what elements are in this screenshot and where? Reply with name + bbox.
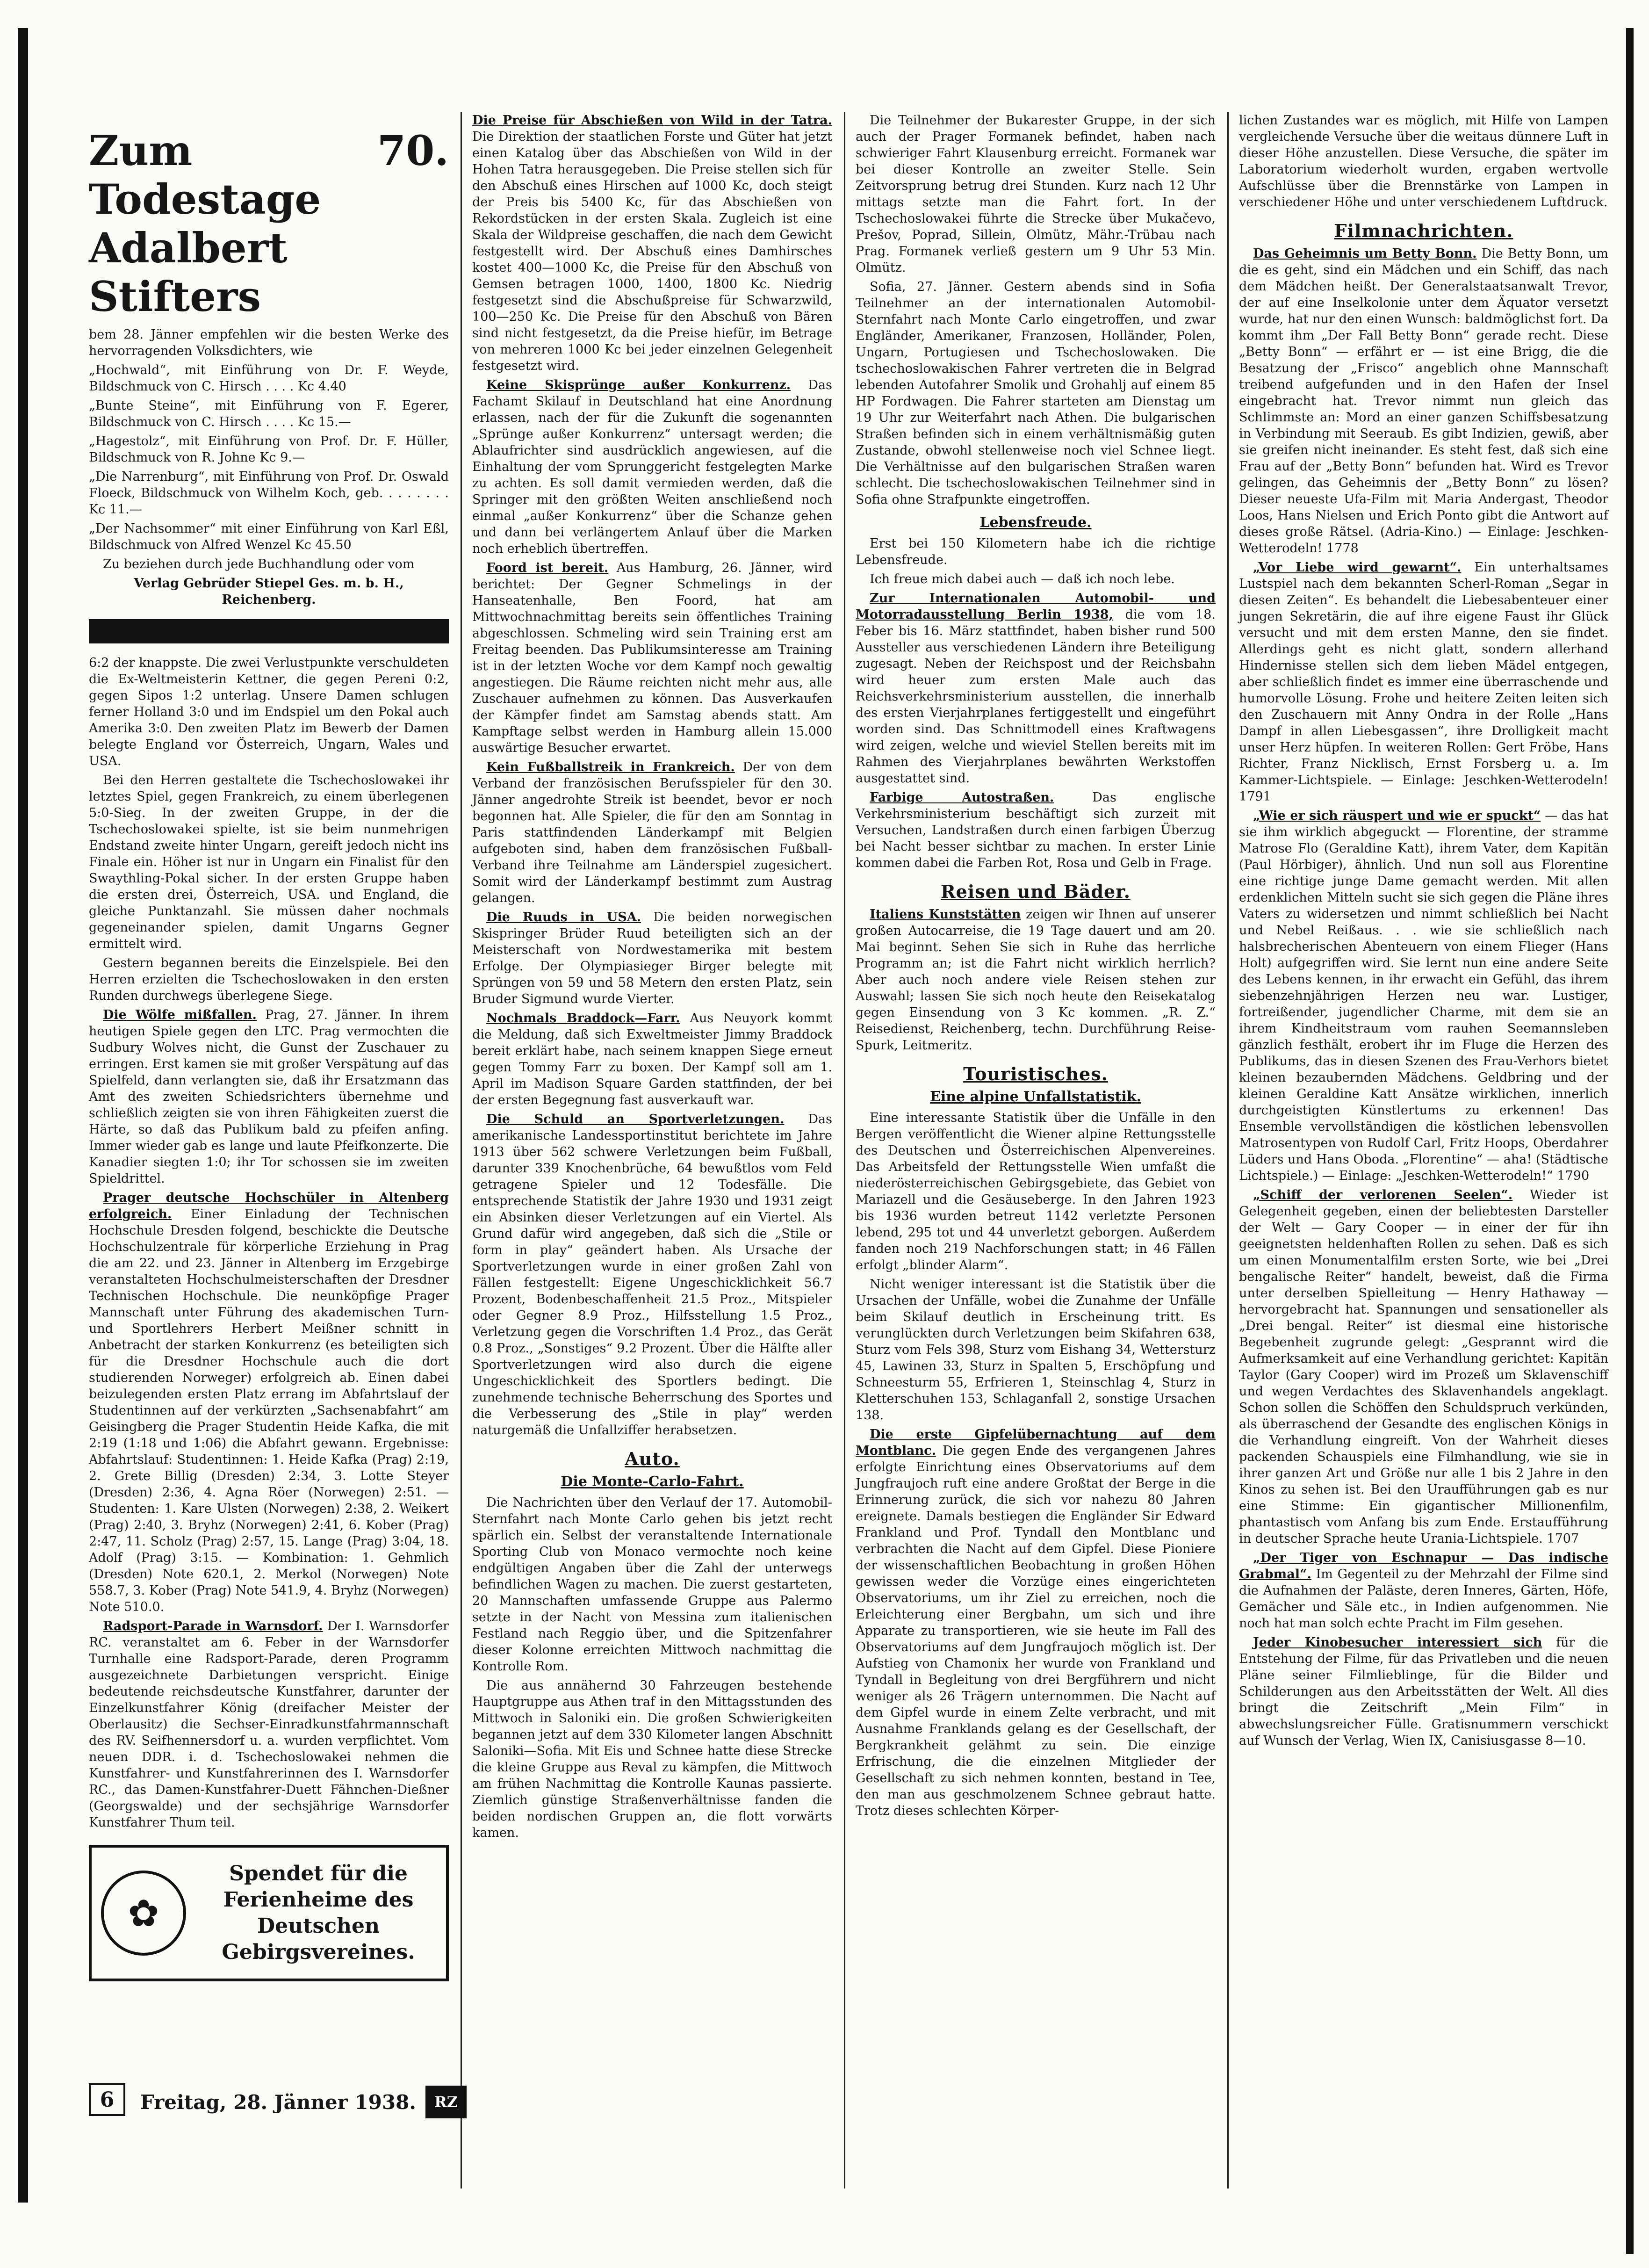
left-border <box>18 28 28 2203</box>
book-item: „Die Narrenburg“, mit Einführung von Prof. Dr. Oswald Floeck, Bildschmuck von Wilhelm Koch, geb. . . . . . . . Kc 11.— <box>89 469 449 517</box>
article-heading: „Der Tiger von Eschnapur — Das indische Grabmal“. <box>1239 1551 1608 1582</box>
newspaper-logo: RZ <box>425 2086 467 2118</box>
book-item: „Hochwald“, mit Einführung von Dr. F. Weyde, Bildschmuck von C. Hirsch . . . . Kc 4.40 <box>89 363 449 394</box>
subsection-heading: Eine alpine Unfallstatistik. <box>929 1089 1142 1105</box>
article-text: Aus Neuyork kommt die Meldung, daß sich Exweltmeister Jimmy Braddock bereit erklärt habe, nach seinem knappen Siege erneut gegen Tommy Farr zu boxen. Der Kampf soll am 1. April im Madison Square Garden stattfinden, der bei der ersten Begegnung fast ausverkauft war. <box>472 1011 832 1107</box>
article-text: Das englische Verkehrsministerium beschäftigt sich zurzeit mit Versuchen, Landstraßen durch einen farbigen Überzug bei Nacht besser sichtbar zu machen. In erster Linie kommen dabei die Farben Rot, Rosa und Gelb in Frage. <box>856 790 1216 870</box>
article-heading: Kein Fußballstreik in Frankreich. <box>486 760 735 774</box>
article-heading: Radsport-Parade in Warnsdorf. <box>103 1619 323 1633</box>
article-heading: Die Schuld an Sportverletzungen. <box>486 1112 785 1127</box>
article-heading: Foord ist bereit. <box>486 561 609 575</box>
article-text: 6:2 der knappste. Die zwei Verlustpunkte verschuldeten die Ex-Weltmeisterin Kettner, die gegen Pereni 0:2, gegen Sipos 1:2 unterlag. Unsere Damen schlugen ferner Holland 3:0 und im Endspiel um den Pokal auch Amerika 3:0. Den zweiten Platz im Bewerb der Damen belegte England vor Österreich, Ungarn, Wales und USA. <box>89 656 449 768</box>
article-text: Die gegen Ende des vergangenen Jahres erfolgte Einrichtung eines Observatoriums auf dem Jungfraujoch ruft eine andere Großtat der Berge in die Erinnerung zurück, die sich vor nahezu 80 Jahren ereignete. Damals bestiegen die Engländer Sir Edward Frankland und Prof. Tyndall den Montblanc und verbrachten die Nacht auf dem Gipfel. Diese Pioniere der wissenschaftlichen Beobachtung in großen Höhen gewissen weder die Vorzüge eines eingerichteten Observatoriums, um ihr Ziel zu erreichen, noch die Erleichterung einer Bergbahn, um sich und ihre Apparate zu transportieren, wie sie heute im Fall des Observatoriums auf dem Jungfraujoch möglich ist. Der Aufstieg von Chamonix her wurde von Frankland und Tyndall in Begleitung von drei Bergführern und nicht weniger als 26 Trägern unternommen. Die Nacht auf dem Gipfel wurde in einem Zelte verbracht, und mit Ausnahme Franklands gelang es der Gesellschaft, der Bergkrankheit gelähmt zu sein. Die einzige Erfrischung, die die einzelnen Mitglieder der Gesellschaft zu sich nehmen konnten, bestand in Tee, den man aus geschmolzenem Schnee gebraut hatte. Trotz dieses schlechten Körper- <box>856 1444 1216 1818</box>
article-text: Einer Einladung der Technischen Hochschule Dresden folgend, beschickte die Deutsche Hochschulzentrale für körperliche Erziehung in Prag die am 22. und 23. Jänner in Altenberg im Erzgebirge veranstalteten Hochschulmeisterschaften der Dresdner Technischen Hochschule. Die neunköpfige Prager Mannschaft unter Führung des akademischen Turn- und Sportlehrers Herbert Meißner schnitt in Anbetracht der starken Konkurrenz (es beteiligten sich für die Dresdner Hochschule auch die dort studierenden Norweger) erfolgreich ab. Einen dabei beizulegenden ersten Platz errang im Abfahrtslauf der Studentinnen auf der verkürzten „Sachsenabfahrt“ am Geisingberg die Prager Studentin Heide Kafka, die mit 2:19 (1:18 und 1:06) die Abfahrt gewann. Ergebnisse: Abfahrtslauf: Studentinnen: 1. Heide Kafka (Prag) 2:19, 2. Grete Billig (Dresden) 2:34, 3. Lotte Steyer (Dresden) 2:36, 4. Agna Röer (Norwegen) 2:51. — Studenten: 1. Kare Ulsten (Norwegen) 2:38, 2. Weikert (Prag) 2:40, 3. Bryhz (Norwegen) 2:41, 6. Kober (Prag) 2:47, 11. Scholz (Prag) 2:57, 15. Lange (Prag) 3:04, 18. Adolf (Prag) 3:15. — Kombination: 1. Gehmlich (Dresden) Note 620.1, 2. Merkol (Norwegen) Note 558.7, 3. Kober (Prag) Note 541.9, 4. Bryhz (Norwegen) Note 510.0. <box>89 1207 449 1614</box>
article-text: Gestern begannen bereits die Einzelspiele. Bei den Herren erzielten die Tschechoslowaken in den ersten Runden durchwegs überlegene Siege. <box>89 956 449 1003</box>
ad-text: Spendet für die Ferienheime des Deutschen Gebirgsvereines. <box>222 1862 415 1964</box>
book-item: „Hagestolz“, mit Einführung von Prof. Dr. F. Hüller, Bildschmuck von R. Johne Kc 9.— <box>89 434 449 465</box>
right-border <box>1626 28 1634 2254</box>
book-item: „Der Nachsommer“ mit einer Einführung von Karl Eßl, Bildschmuck von Alfred Wenzel Kc 45.50 <box>89 521 449 552</box>
article-heading: Das Geheimnis um Betty Bonn. <box>1253 246 1477 261</box>
article-text: Der I. Warnsdorfer RC. veranstaltet am 6. Feber in der Warnsdorfer Turnhalle eine Radsport-Parade, deren Programm ausgezeichnete Darbietungen verspricht. Einige bedeutende reichsdeutsche Kunstfahrer, darunter der Einzelkunstfahrer König (dreifacher Meister der Oberlausitz) die Sechser-Einradkunstfahrmannschaft des RV. Seifhennersdorf u. a. wurden verpflichtet. Vom neuen DDR. i. d. Tschechoslowakei nehmen die Kunstfahrer- und Kunstfahrerinnen des I. Warnsdorfer RC., das Damen-Kunstfahrer-Duett Fähnchen-Dießner (Georgswalde) und der sechsjährige Warnsdorfer Kunstfahrer Thum teil. <box>89 1619 449 1830</box>
column-1 <box>89 112 449 1981</box>
article-text: zeigen wir Ihnen auf unserer großen Autocarreise, die 19 Tage dauert und am 20. Mai beginnt. Sehen Sie sich in Ruhe das herrliche Programm an; ist die Fahrt nicht wirklich herrlich? Aber auch noch andere viele Reisen stehen zur Auswahl; lassen Sie sich noch heute den Reisekatalog gegen Einsendung von 3 Kc kommen. „R. Z.“ Reisedienst, Reichenberg, techn. Durchführung Reise-Spurk, Leitmeritz. <box>856 907 1216 1053</box>
article-text: Das Fachamt Skilauf in Deutschland hat eine Anordnung erlassen, nach der für die Zukunft die sogenannten „Sprünge außer Konkurrenz“ untersagt werden; die Ablaufrichter sind ausdrücklich angewiesen, auf die Einhaltung der vom Sprunggericht festgelegten Marke zu achten. Es soll damit vermieden werden, daß die Springer mit den größten Weiten anschließend noch einmal „außer Konkurrenz“ über die Schanze gehen und dann bei verlängertem Anlauf über die Marken noch erheblich übertreffen. <box>472 378 832 556</box>
article-heading: Die Wölfe mißfallen. <box>103 1008 257 1022</box>
article-heading: Keine Skisprünge außer Konkurrenz. <box>486 378 791 392</box>
article-text: Prag, 27. Jänner. In ihrem heutigen Spiele gegen den LTC. Prag vermochten die Sudbury Wolves nicht, die Gunst der Zuschauer zu erringen. Erst kamen sie mit großer Verspätung auf das Spielfeld, dann verlangten sie, daß ihr Ersatzmann das Amt des zweiten Schiedsrichters übernehme und schließlich zeigten sie von ihren Fähigkeiten zuerst die Härte, so daß das Publikum bald zu pfeifen anfing. Immer wieder gab es lange und laute Pfeifkonzerte. Die Kanadier siegten 1:0; ihr Tor schossen sie im zweiten Spieldrittel. <box>89 1008 449 1186</box>
page-number: 6 <box>89 2083 125 2116</box>
article-text: Die Direktion der staatlichen Forste und Güter hat jetzt einen Katalog über das Abschießen von Wild in der Hohen Tatra herausgegeben. Die Preise stellen sich für den Abschuß eines Hirschen auf 1000 Kc, doch steigt der Preis bis 5400 Kc, für das Abschießen von Rekordstücken in der ersten Skala. Zugleich ist eine Skala der Wildpreise geschaffen, die nach dem Gewicht festgestellt wird. Der Abschuß eines Damhirsches kostet 400—1000 Kc, die Preise für den Abschuß von Gemsen betragen 1000, 1400, 1800 Kc. Niedrig festgesetzt sind die Abschußpreise für Schwarzwild, 100—250 Kc. Die Preise für den Abschuß von Bären sind nicht festgesetzt, da die Preise hiefür, im Betrage von mehreren 1000 Kc bei jeder einzelnen Gelegenheit festgesetzt wird. <box>472 130 832 373</box>
ferienheime-ad <box>89 1845 449 1981</box>
article-text: Das amerikanische Landessportinstitut berichtete im Jahre 1913 über 562 schwere Verletzungen beim Fußball, darunter 339 Knochenbrüche, 64 bewußtlos vom Feld getragene Spieler und 12 Todesfälle. Die entsprechende Statistik der Jahre 1930 und 1931 zeigt ein Absinken dieser Verletzungen auf ein Viertel. Als Grund dafür wird angegeben, daß sich die „Stile or form in play“ geändert haben. Als Ursache der Sportverletzungen wurde in einer großen Zahl von Fällen festgestellt: Eigene Ungeschicklichkeit 56.7 Prozent, Bodenbeschaffenheit 21.5 Proz., Mitspieler oder Gegner 8.9 Proz., Hilfsstellung 1.5 Proz., Verletzung gegen die Vorschriften 1.4 Proz., das Gerät 0.8 Proz., „Sonstiges“ 9.2 Prozent. Über die Hälfte aller Sportverletzungen wird also durch die eigene Ungeschicklichkeit des Sportlers bedingt. Die zunehmende technische Beherrschung des Sportes und die Verbesserung des „Stile in play“ werden naturgemäß die Unfallziffer herabsetzen. <box>472 1112 832 1437</box>
stifter-headline: Zum 70. Todestage Adalbert Stifters <box>89 126 449 321</box>
article-text: Eine interessante Statistik über die Unfälle in den Bergen veröffentlicht die Wiener alpine Rettungsstelle des Deutschen und Österreichischen Alpenvereines. Das Arbeitsfeld der Rettungsstelle Wien umfaßt die niederösterreichischen Gebirgsgebiete, das Gebiet von Mariazell und die Gesäuseberge. In den Jahren 1923 bis 1936 wurden betreut 1142 verletzte Personen lebend, 295 tot und 44 unverletzt geborgen. Außerdem fanden noch 219 Nachforschungen statt; in 46 Fällen erfolgt „blinder Alarm“. <box>856 1111 1216 1272</box>
article-heading: Die Ruuds in USA. <box>486 910 641 925</box>
article-text: Die Nachrichten über den Verlauf der 17. Automobil-Sternfahrt nach Monte Carlo gehen bis jetzt recht spärlich ein. Selbst der veranstaltende Internationale Sporting Club von Monaco vermochte noch keine endgültigen Angaben über die Zahl der unterwegs befindlichen Wagen zu machen. Die zuerst gestarteten, 20 Mannschaften umfassende Gruppe aus Palermo setzte in der Nacht von Messina zum italienischen Festland nach Reggio über, und die Spitzenfahrer dieser Kolonne erreichten Mittwoch nachmittag die Kontrolle Rom. <box>472 1495 832 1674</box>
article-text: Bei den Herren gestaltete die Tschechoslowakei ihr letztes Spiel, gegen Frankreich, zu einem überlegenen 5:0-Sieg. In der zweiten Gruppe, in der die Tschechoslowakei spielte, ist sie beim nunmehrigen Endstand zweite hinter Ungarn, gereift jedoch nicht ins Finale ein. Höher ist nur in Ungarn ein Finalist für den Swaythling-Pokal sicher. In der ersten Gruppe haben die ersten drei, Österreich, USA. und England, die gleiche Punktanzahl. Sie müssen daher nochmals gegeneinander spielen, damit Ungarns Gegner ermittelt wird. <box>89 773 449 951</box>
article-text: Der von dem Verband der französischen Berufsspieler für den 30. Jänner angedrohte Streik ist beendet, bevor er noch begonnen hat. Alle Spieler, die für den am Sonntag in Paris stattfindenden Länderkampf mit Belgien aufgeboten sind, haben dem französischen Fußball-Verband ihre Teilnahme am Länderspiel zugesichert. Somit wird der Länderkampf bestimmt zum Austrag gelangen. <box>472 760 832 905</box>
article-text: Die beiden norwegischen Skispringer Brüder Ruud beteiligten sich an der Meisterschaft von Nordwestamerika mit bestem Erfolge. Der Olympiasieger Birger belegte mit Sprüngen von 59 und 58 Metern den ersten Platz, sein Bruder Sigmund wurde Vierter. <box>472 910 832 1006</box>
article-heading: „Wie er sich räuspert und wie er spuckt“ <box>1253 809 1541 823</box>
article-heading: Jeder Kinobesucher interessiert sich <box>1253 1635 1542 1650</box>
article-text: Sofia, 27. Jänner. Gestern abends sind in Sofia Teilnehmer an der internationalen Automobil-Sternfahrt nach Monte Carlo eingetroffen, und zwar Engländer, Amerikaner, Franzosen, Holländer, Polen, Ungarn, Portugiesen und Tschechoslowaken. Die tschechoslowakischen Fahrer vertreten die in Belgrad lebenden Autofahrer Smolik und Grohahlj auf einem 85 HP Fordwagen. Die Fahrer starteten am Dienstag um 19 Uhr zur Weiterfahrt nach Athen. Die bulgarischen Straßen befinden sich in einem verhältnismäßig guten Zustande, obwohl stellenweise noch viel Schnee liegt. Die Verhältnisse auf den bulgarischen Straßen waren schlecht. Die tschechoslowakischen Teilnehmer sind in Sofia ohne Strafpunkte eingetroffen. <box>856 280 1216 507</box>
article-text: Wieder ist Gelegenheit gegeben, einen der beliebtesten Darsteller der Welt — Gary Cooper — in einer der für ihn geeignetsten heldenhaften Rollen zu sehen. Daß es sich um einen Monumentalfilm ersten Sorte, wie bei „Drei bengalische Reiter“ handelt, beweist, daß die Firma unter derselben Spielleitung — Henry Hathaway — hervorgebracht hat. Spannungen und sensationeller als „Drei bengal. Reiter“ ist diesmal eine historische Begebenheit zugrunde gelegt: „Gesprannt wird die Aufmerksamkeit auf eine Verhandlung gerichtet: Kapitän Taylor (Gary Cooper) wird im Prozeß um Sklavenschiff und wegen Verdachtes des Sklavenhandels angeklagt. Schon sollen die Schöffen den Schuldspruch verkünden, als überraschend der Gesandte des englischen Königs in die Verhandlung eingreift. Von der Wahrheit dieses packenden Schauspiels eine Filmhandlung, wie sie in ihrer ganzen Art und Größe nur alle 1 bis 2 Jahre in den Kinos zu sehen ist. Bei den Uraufführungen gab es nur eine Stimme: Ein gigantischer Millionenfilm, phantastisch vom Anfang bis zum Ende. Erstaufführung in deutscher Sprache heute Urania-Lichtspiele. 1707 <box>1239 1188 1608 1546</box>
article-text: Im Gegenteil zu der Mehrzahl der Filme sind die Aufnahmen der Paläste, deren Inneres, Gärten, Höfe, Gemächer und Säle etc., in Indien aufgenommen. Nie noch hat man solch echte Pracht im Film gesehen. <box>1239 1567 1608 1631</box>
subsection-heading: Lebensfreude. <box>979 514 1092 531</box>
article-text: lichen Zustandes war es möglich, mit Hilfe von Lampen vergleichende Versuche über die weitaus dünnere Luft in dieser Höhe anzustellen. Diese Versuche, die später im Laboratorium wiederholt wurden, ergaben wertvolle Aufschlüsse über die Brennstärke von Lampen in verschiedener Höhe und unter verschiedenem Luftdruck. <box>1239 113 1608 209</box>
book-item: „Bunte Steine“, mit Einführung von F. Egerer, Bildschmuck von C. Hirsch . . . . Kc 15.— <box>89 398 449 429</box>
article-text: — das hat sie ihm wirklich abgeguckt — Florentine, der stramme Matrose Flo (Geraldine Katt), ihrem Vater, dem Kapitän (Paul Hörbiger), ähnlich. Und nun soll aus Florentine eine richtige junge Dame gemacht werden. Mit allen erdenklichen Mitteln sucht sie sich gegen die Pläne ihres Vaters zu widersetzen und nimmt schließlich bei Nacht und Nebel Reißaus. . . wie sie schließlich nach halsbrecherischen Abenteuern von einem Flieger (Hans Holt) aufgegriffen wird. Sie lernt nun eine andere Seite des Lebens kennen, in ihr erwacht ein Gefühl, das ihrem siebenzehnjährigen Herzen neu war. Lustiger, fortreißender, jugendlicher Charme, mit dem sie an ihrem Kindheitstraum vom rauhen Seemannsleben gänzlich festhält, erobert ihr im Fluge die Herzen des Publikums, das in diesen Szenen des Frau-Verhors bietet kleinen bezaubernden Mädchens. Geldbring und der kleinen Geraldine Katt Ansätze wirklichen, innerlich durchgeistigten Künstlertums zu erkennen! Das Ensemble vervollständigen die köstlichen lebensvollen Matrosentypen von Rudolf Carl, Fritz Hoops, Oberdahrer Lüders und Hans Oboda. „Florentine“ — aha! (Städtische Lichtspiele.) — Einlage: „Jeschken-Wetterodeln!“ 1790 <box>1239 809 1608 1183</box>
column-rule <box>844 112 845 2189</box>
article-heading: „Vor Liebe wird gewarnt“. <box>1253 560 1462 575</box>
page-footer <box>140 2086 468 2118</box>
article-text: Die Betty Bonn, um die es geht, sind ein Mädchen und ein Schiff, das nach dem Mädchen heißt. Der Generalstaatsanwalt Trevor, der auf eine Inselkolonie unter dem Äquator versetzt wurde, hat nur den einen Wunsch: baldmöglichst fort. Da kommt ihm „Der Fall Betty Bonn“ gerade recht. Diese „Betty Bonn“ — erfährt er — ist eine Brigg, die die Besatzung der „Frisco“ angeblich ohne Mannschaft treibend aufgefunden und in den Hafen der Insel eingebracht hat. Trevor nimmt nun gleich das Schlimmste an: Mord an einer ganzen Schiffsbesatzung in Verbindung mit Seeraub. Es gibt Indizien, gewiß, aber sie greifen nicht ineinander. Es steht fest, daß sich eine Frau auf der „Betty Bonn“ befunden hat. Wird es Trevor gelingen, das Geheimnis der „Betty Bonn“ zu lösen? Dieser neueste Ufa-Film mit Maria Andergast, Theodor Loos, Hans Nielsen und Erich Ponto gibt die Antwort auf dieses große Rätsel. (Adria-Kino.) — Einlage: Jeschken-Wetterodeln! 1778 <box>1239 246 1608 556</box>
section-heading-reisen: Reisen und Bäder. <box>941 881 1131 902</box>
separator-bar <box>89 619 449 643</box>
article-text: Erst bei 150 Kilometern habe ich die richtige Lebensfreude. <box>856 536 1216 567</box>
article-text: für die Entstehung der Filme, für das Privatleben und die neuen Pläne seiner Filmlieblinge, für die Bilder und Schilderungen aus den Arbeitsstätten der Welt. All dies bringt die Zeitschrift „Mein Film“ in abwechslungsreicher Fülle. Gratisnummern verschickt auf Wunsch der Verlag, Wien IX, Canisiusgasse 8—10. <box>1239 1635 1608 1748</box>
column-rule <box>461 112 462 2189</box>
article-heading: Zur Internationalen Automobil- und Motorradausstellung Berlin 1938, <box>856 591 1216 622</box>
article-text: Die aus annähernd 30 Fahrzeugen bestehende Hauptgruppe aus Athen traf in den Mittagsstunden des Mittwoch in Saloniki ein. Die großen Schwierigkeiten begannen jetzt auf dem 330 Kilometer langen Abschnitt Saloniki—Sofia. Mit Eis und Schnee hatte diese Strecke die kleine Gruppe aus Reval zu kämpfen, die Mittwoch am frühen Nachmittag die Kontrolle Kaunas passierte. Ziemlich günstige Straßenverhältnisse fanden die beiden nordischen Gruppen an, die flott vorwärts kamen. <box>472 1678 832 1840</box>
section-heading-film: Filmnachrichten. <box>1334 220 1513 241</box>
article-text: Nicht weniger interessant ist die Statistik über die Ursachen der Unfälle, wobei die Zunahme der Unfälle beim Skilauf deutlich in Erscheinung tritt. Es verunglückten durch Verletzungen beim Skifahren 638, Sturz vom Fels 398, Sturz vom Eishang 34, Wettersturz 45, Lawinen 33, Sturz in Spalten 5, Erschöpfung und Schneesturm 55, Erfrieren 1, Steinschlag 4, Sturz in Kletterschuhen 153, Schlaganfall 2, sonstige Ursachen 138. <box>856 1277 1216 1423</box>
column-3 <box>856 112 1216 1822</box>
article-heading: Nochmals Braddock—Farr. <box>486 1011 680 1026</box>
subsection-heading: Die Monte-Carlo-Fahrt. <box>561 1473 744 1490</box>
section-heading-auto: Auto. <box>625 1448 680 1469</box>
section-heading-tourist: Touristisches. <box>963 1063 1108 1084</box>
article-text: Ich freue mich dabei auch — daß ich noch lebe. <box>870 572 1175 586</box>
order-note: Zu beziehen durch jede Buchhandlung oder vom <box>103 557 415 571</box>
article-heading: Italiens Kunststätten <box>870 907 1021 922</box>
article-text: Ein unterhaltsames Lustspiel nach dem bekannten Scherl-Roman „Segar in diesen Zeiten“. Es behandelt die Liebesabenteuer einer jungen Sekretärin, die auf ihre eigene Faust ihr Glück versucht und mit dem ersten Manne, den sie findet. Allerdings geht es nicht glatt, sondern allerhand Hindernisse stellen sich dem lieben Mädel entgegen, aber schließlich findet es immer eine überraschende und humorvolle Lösung. Frohe und heitere Zeiten leiten sich den Zuschauern mit Anny Ondra in der Rolle „Hans Dampf in allen Liebesgassen“, ihre Drolligkeit macht unser Herz hüpfen. In weiteren Rollen: Gert Fröbe, Hans Richter, Franz Nicklisch, Ernst Forsberg u. a. Im Kammer-Lichtspiele. — Einlage: Jeschken-Wetterodeln! 1791 <box>1239 560 1608 804</box>
article-text: Aus Hamburg, 26. Jänner, wird berichtet: Der Gegner Schmelings in der Hanseatenhalle, Ben Foord, hat am Mittwochnachmittag bereits sein öffentliches Training abgeschlossen. Schmeling wird sein Training erst am Freitag beenden. Das Publikumsinteresse am Training ist in der letzten Woche vor dem Kampf noch gewaltig angestiegen. Die Räume reichten nicht mehr aus, alle Zuschauer aufnehmen zu können. Das Ausverkaufen der Kämpfer findet am Samstag abends statt. Am Kampftage selbst werden in Hamburg allein 15.000 auswärtige Besucher erwartet. <box>472 561 833 755</box>
article-heading: Prager deutsche Hochschüler in Altenberg erfolgreich. <box>89 1191 449 1221</box>
column-2 <box>472 112 832 1844</box>
column-4 <box>1239 112 1608 1752</box>
edelweiss-icon: ✿ <box>101 1871 186 1956</box>
issue-date: Freitag, 28. Jänner 1938. <box>140 2090 416 2114</box>
stifter-intro: bem 28. Jänner empfehlen wir die besten Werke des hervorragenden Volksdichters, wie <box>89 327 449 358</box>
article-heading: „Schiff der verlorenen Seelen“. <box>1253 1188 1513 1202</box>
publisher: Verlag Gebrüder Stiepel Ges. m. b. H., Reichenberg. <box>134 576 404 607</box>
column-rule <box>1227 112 1229 2189</box>
article-heading: Die erste Gipfelübernachtung auf dem Montblanc. <box>856 1427 1216 1458</box>
article-text: Die Teilnehmer der Bukarester Gruppe, in der sich auch der Prager Formanek befindet, haben nach schwieriger Fahrt Klausenburg erreicht. Formanek war bei dieser Kontrolle an zweiter Stelle. Sein Zeitvorsprung betrug drei Stunden. Kurz nach 12 Uhr mittags setzte man die Fahrt fort. In der Tschechoslowakei führte die Strecke über Mukačevo, Prešov, Poprad, Sillein, Olmütz, Mähr.-Trübau nach Prag. Formanek verließ gestern um 9 Uhr 53 Min. Olmütz. <box>856 113 1216 275</box>
article-text: die vom 18. Feber bis 16. März stattfindet, haben bisher rund 500 Aussteller aus verschiedenen Ländern ihre Beteiligung zugesagt. Neben der Reichspost und der Reichsbahn wird heuer zum ersten Male auch das Reichsverkehrsministerium ausstellen, die innerhalb des ersten Vierjahrplanes fertiggestellt und eingeführt worden sind. Das Schnittmodell eines Kraftwagens wird zeigen, welche und wieviel Stellen bereits mit im Rahmen des Vierjahrplanes bewährten Werkstoffen ausgestattet sind. <box>856 607 1216 786</box>
article-heading: Die Preise für Abschießen von Wild in der Tatra. <box>472 113 832 128</box>
article-heading: Farbige Autostraßen. <box>870 790 1054 805</box>
